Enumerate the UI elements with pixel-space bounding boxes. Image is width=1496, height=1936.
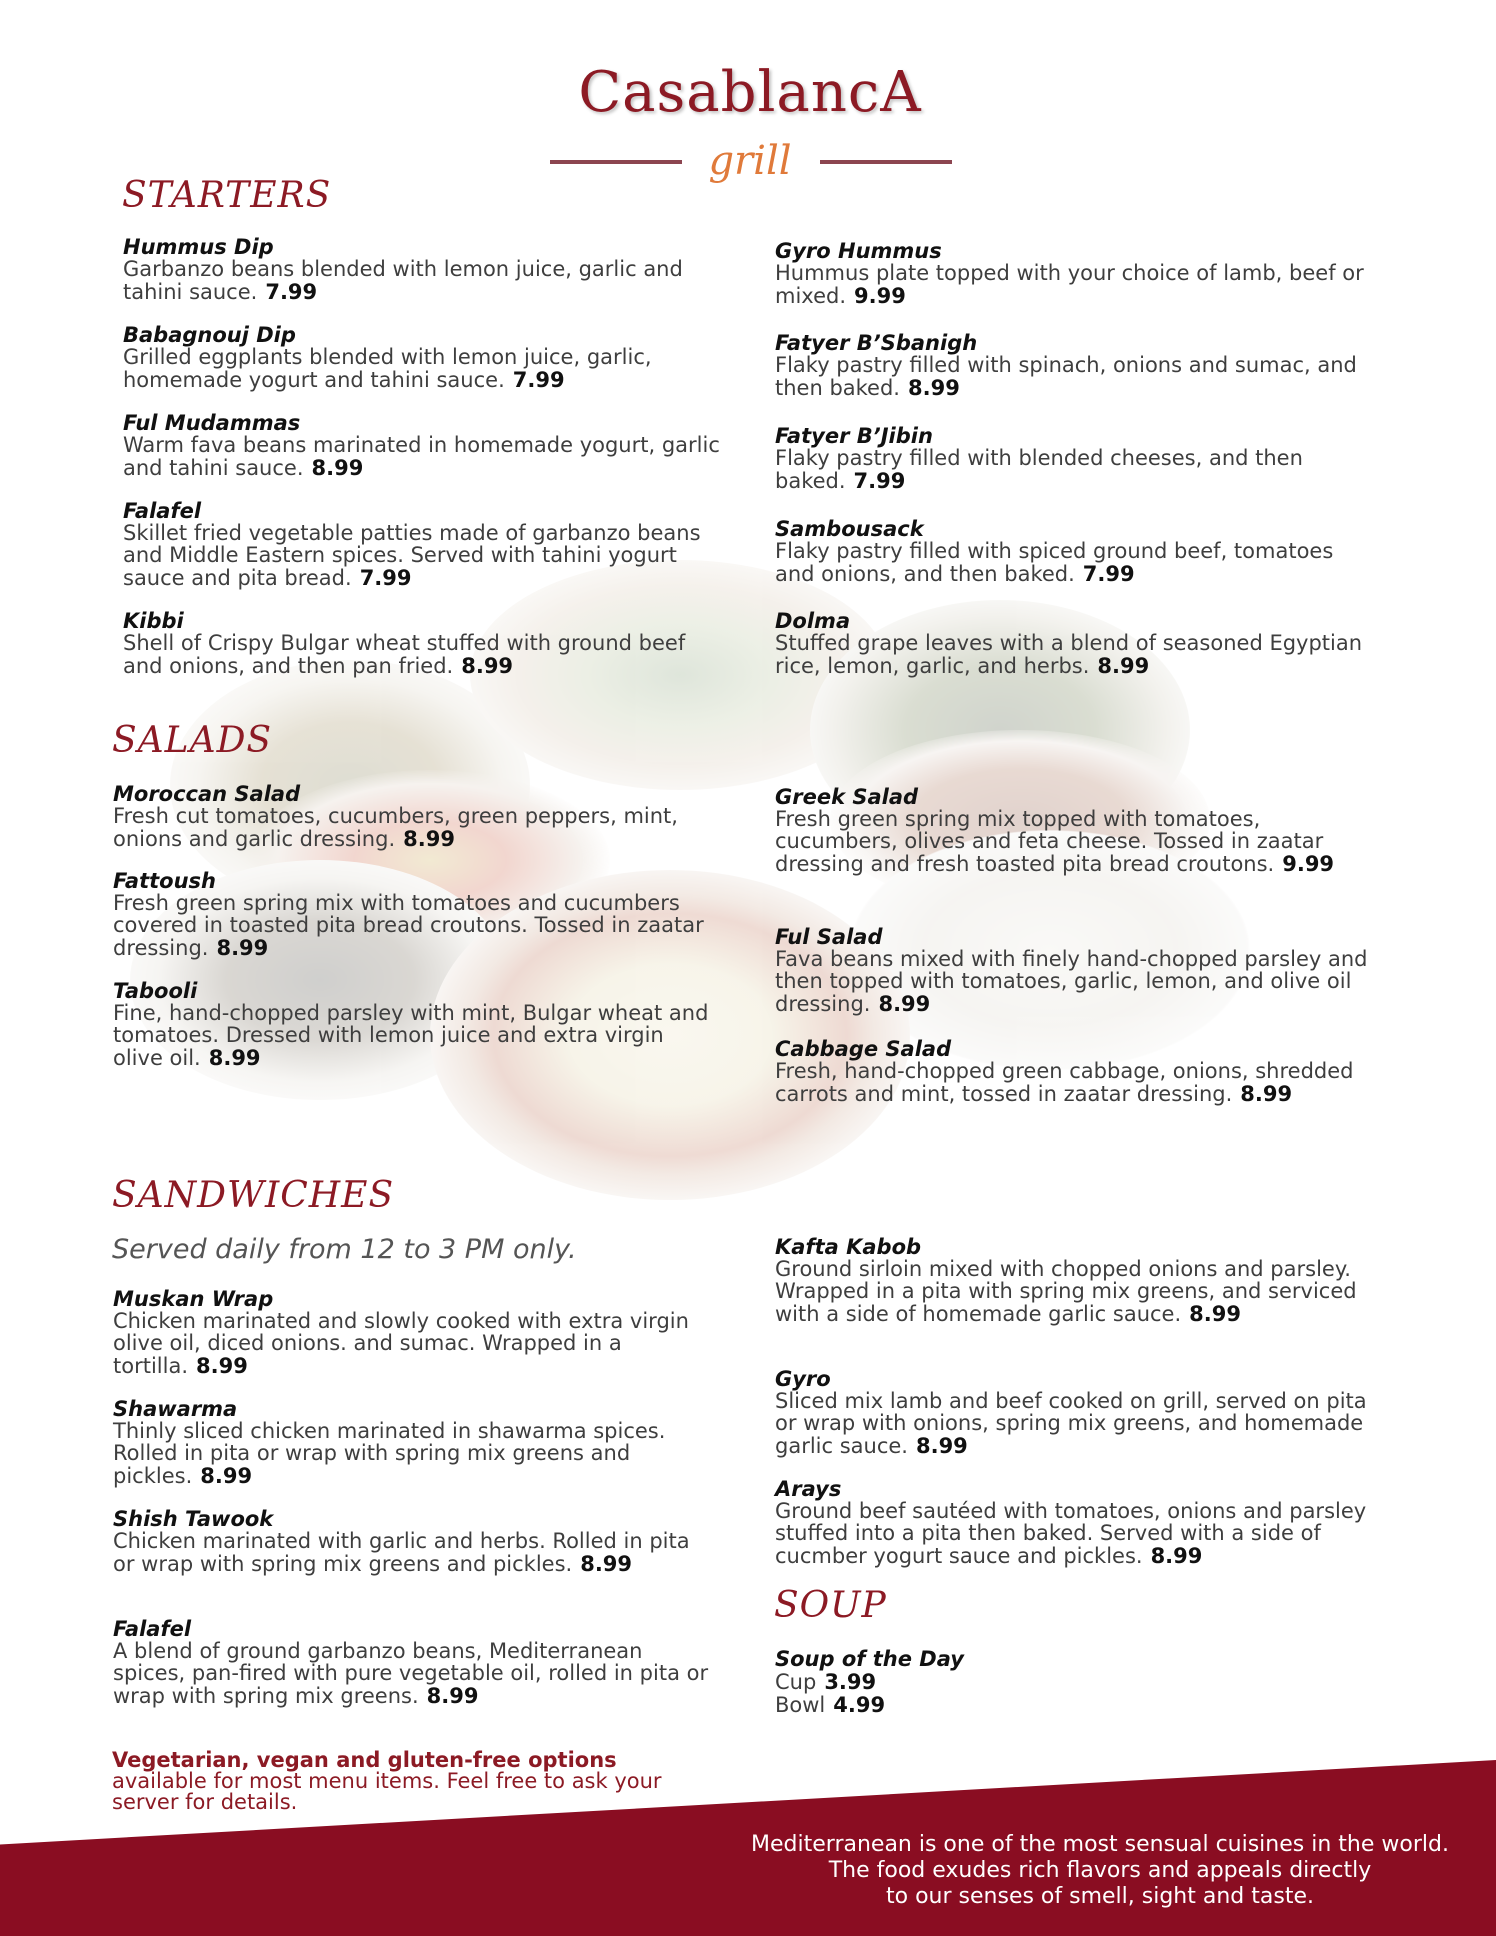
menu-item bbox=[775, 240, 1375, 308]
menu-item bbox=[123, 412, 723, 480]
item-description: Fresh green spring mix with tomatoes and cucumbers covered in toasted pita bread croutons. Tossed in zaatar dressing. bbox=[113, 891, 704, 960]
item-price: 8.99 bbox=[908, 376, 960, 400]
dietary-options-text: available for most menu items. Feel free to ask your server for details. bbox=[112, 1769, 662, 1814]
item-description: Shell of Crispy Bulgar wheat stuffed with ground beef and onions, and then pan fried. bbox=[123, 631, 686, 678]
item-price: 8.99 bbox=[580, 1552, 633, 1576]
item-description: Fresh, hand-chopped green cabbage, onions, shredded carrots and mint, tossed in zaatar dressing. bbox=[775, 1059, 1354, 1106]
item-description: Flaky pastry filled with spiced ground beef, tomatoes and onions, and then baked. bbox=[775, 539, 1334, 586]
item-description: Hummus plate topped with your choice of lamb, beef or mixed. bbox=[775, 261, 1364, 308]
item-name: Ful Mudammas bbox=[123, 411, 301, 435]
item-name: Greek Salad bbox=[775, 785, 919, 809]
item-name: Kafta Kabob bbox=[775, 1235, 922, 1259]
item-price: 8.99 bbox=[216, 936, 269, 960]
item-price: 7.99 bbox=[1082, 562, 1135, 586]
item-name: Hummus Dip bbox=[123, 235, 274, 259]
menu-item bbox=[113, 1508, 713, 1576]
salads-heading: SALADS bbox=[112, 720, 273, 761]
item-description: Chicken marinated and slowly cooked with extra virgin olive oil, diced onions. and sumac. Wrapped in a tortilla. bbox=[113, 1309, 689, 1378]
menu-item bbox=[775, 1236, 1375, 1326]
soup-item bbox=[775, 1648, 964, 1717]
item-name: Sambousack bbox=[775, 517, 924, 541]
logo-rule-right bbox=[820, 160, 952, 164]
item-description: Garbanzo beans blended with lemon juice, garlic and tahini sauce. bbox=[123, 257, 683, 304]
item-name: Shawarma bbox=[113, 1397, 238, 1421]
item-name: Cabbage Salad bbox=[775, 1037, 952, 1061]
menu-item bbox=[113, 783, 713, 851]
item-description: Flaky pastry filled with spinach, onions and sumac, and then baked. bbox=[775, 353, 1357, 400]
item-price: 9.99 bbox=[1282, 852, 1335, 876]
soup-cup-row bbox=[775, 1671, 964, 1694]
item-description: Fresh cut tomatoes, cucumbers, green peppers, mint, onions and garlic dressing. bbox=[113, 804, 678, 851]
item-price: 8.99 bbox=[1097, 654, 1150, 678]
item-name: Babagnouj Dip bbox=[123, 323, 296, 347]
item-name: Falafel bbox=[113, 1617, 192, 1641]
item-price: 7.99 bbox=[265, 280, 318, 304]
item-price: 8.99 bbox=[1189, 1302, 1241, 1326]
item-name: Falafel bbox=[123, 499, 202, 523]
footer-line: Mediterranean is one of the most sensual cuisines in the world. bbox=[751, 1832, 1449, 1857]
item-name: Moroccan Salad bbox=[113, 782, 301, 806]
item-price: 7.99 bbox=[359, 566, 412, 590]
item-name: Fattoush bbox=[113, 869, 217, 893]
item-description: Sliced mix lamb and beef cooked on grill, served on pita or wrap with onions, spring mix greens, and homemade garlic sauce. bbox=[775, 1389, 1367, 1458]
dietary-options-note bbox=[112, 1750, 712, 1813]
item-price: 8.99 bbox=[878, 992, 931, 1016]
item-name: Fatyer B’Jibin bbox=[775, 424, 933, 448]
item-description: Stuffed grape leaves with a blend of seasoned Egyptian rice, lemon, garlic, and herbs. bbox=[775, 631, 1363, 678]
item-price: 8.99 bbox=[200, 1464, 253, 1488]
item-price: 8.99 bbox=[311, 456, 364, 480]
soup-bowl-label: Bowl bbox=[775, 1693, 826, 1717]
menu-item bbox=[113, 1618, 713, 1708]
item-price: 7.99 bbox=[512, 368, 565, 392]
item-name: Arays bbox=[775, 1477, 842, 1501]
footer-line: The food exudes rich flavors and appeals directly bbox=[828, 1858, 1372, 1883]
item-price: 8.99 bbox=[1240, 1082, 1293, 1106]
menu-item bbox=[775, 518, 1375, 586]
item-description: Ground beef sautéed with tomatoes, onions and parsley stuffed into a pita then baked. Served with a side of cucmber yogurt sauce and pickles. bbox=[775, 1499, 1367, 1568]
item-description: Grilled eggplants blended with lemon juice, garlic, homemade yogurt and tahini sauce. bbox=[123, 345, 652, 392]
item-description: Flaky pastry filled with blended cheeses, and then baked. bbox=[775, 446, 1303, 493]
item-price: 8.99 bbox=[1150, 1544, 1203, 1568]
item-description: Fava beans mixed with finely hand-chopped parsley and then topped with tomatoes, garlic, lemon, and olive oil dressing. bbox=[775, 947, 1368, 1016]
menu-item bbox=[113, 980, 713, 1070]
item-price: 8.99 bbox=[426, 1684, 479, 1708]
menu-item bbox=[775, 1038, 1375, 1106]
menu-item bbox=[123, 324, 723, 392]
sandwiches-hours-note: Served daily from 12 to 3 PM only. bbox=[112, 1234, 577, 1265]
menu-item bbox=[113, 1288, 713, 1378]
restaurant-logo bbox=[540, 60, 960, 210]
menu-item bbox=[775, 786, 1375, 876]
footer-line: to our senses of smell, sight and taste. bbox=[886, 1884, 1314, 1909]
item-name: Fatyer B’Sbanigh bbox=[775, 331, 978, 355]
menu-item bbox=[775, 332, 1375, 400]
menu-item bbox=[775, 1368, 1375, 1458]
item-description: A blend of ground garbanzo beans, Mediterranean spices, pan-fired with pure vegetable oil, rolled in pita or wrap with spring mix greens. bbox=[113, 1639, 709, 1708]
item-description: Chicken marinated with garlic and herbs. Rolled in pita or wrap with spring mix greens and pickles. bbox=[113, 1529, 690, 1576]
menu-item bbox=[113, 870, 713, 960]
menu-item bbox=[113, 1398, 713, 1488]
item-price: 8.99 bbox=[403, 827, 455, 851]
soup-heading: SOUP bbox=[774, 1585, 887, 1626]
item-description: Warm fava beans marinated in homemade yogurt, garlic and tahini sauce. bbox=[123, 433, 720, 480]
item-description: Thinly sliced chicken marinated in shawarma spices. Rolled in pita or wrap with spring mix greens and pickles. bbox=[113, 1419, 666, 1488]
starters-heading: STARTERS bbox=[122, 175, 332, 216]
item-description: Fine, hand-chopped parsley with mint, Bulgar wheat and tomatoes. Dressed with lemon juice and extra virgin olive oil. bbox=[113, 1001, 709, 1070]
item-price: 8.99 bbox=[915, 1434, 968, 1458]
menu-item bbox=[123, 236, 723, 304]
item-price: 8.99 bbox=[461, 654, 514, 678]
item-name: Gyro Hummus bbox=[775, 239, 942, 263]
menu-item bbox=[123, 610, 723, 678]
menu-item bbox=[775, 926, 1375, 1016]
footer-tagline bbox=[740, 1832, 1460, 1910]
soup-bowl-price: 4.99 bbox=[833, 1693, 886, 1717]
item-price: 8.99 bbox=[196, 1354, 248, 1378]
logo-wordmark: CasablancA bbox=[578, 60, 922, 125]
item-name: Tabooli bbox=[113, 979, 198, 1003]
soup-name: Soup of the Day bbox=[775, 1647, 964, 1671]
dietary-options-highlight: Vegetarian, vegan and gluten-free options bbox=[112, 1748, 617, 1772]
item-description: Ground sirloin mixed with chopped onions and parsley. Wrapped in a pita with spring mix greens, and serviced with a side of homemade garlic sauce. bbox=[775, 1257, 1357, 1326]
sandwiches-heading: SANDWICHES bbox=[112, 1175, 395, 1216]
item-name: Muskan Wrap bbox=[113, 1287, 274, 1311]
logo-rule-left bbox=[550, 160, 682, 164]
item-name: Ful Salad bbox=[775, 925, 883, 949]
menu-item bbox=[775, 610, 1375, 678]
item-name: Gyro bbox=[775, 1367, 831, 1391]
item-name: Kibbi bbox=[123, 609, 184, 633]
item-description: Fresh green spring mix topped with tomatoes, cucumbers, olives and feta cheese. Tossed in zaatar dressing and fresh toasted pita bread croutons. bbox=[775, 807, 1324, 876]
item-price: 7.99 bbox=[853, 469, 906, 493]
soup-cup-price: 3.99 bbox=[824, 1670, 877, 1694]
item-name: Dolma bbox=[775, 609, 851, 633]
soup-cup-label: Cup bbox=[775, 1670, 817, 1694]
soup-bowl-row bbox=[775, 1694, 964, 1717]
item-price: 9.99 bbox=[854, 284, 906, 308]
menu-item bbox=[775, 1478, 1375, 1568]
menu-item bbox=[775, 425, 1375, 493]
item-price: 8.99 bbox=[208, 1046, 261, 1070]
menu-item bbox=[123, 500, 723, 590]
logo-subtitle: grill bbox=[708, 138, 792, 184]
item-name: Shish Tawook bbox=[113, 1507, 274, 1531]
item-description: Skillet fried vegetable patties made of garbanzo beans and Middle Eastern spices. Served with tahini yogurt sauce and pita bread. bbox=[123, 521, 701, 590]
